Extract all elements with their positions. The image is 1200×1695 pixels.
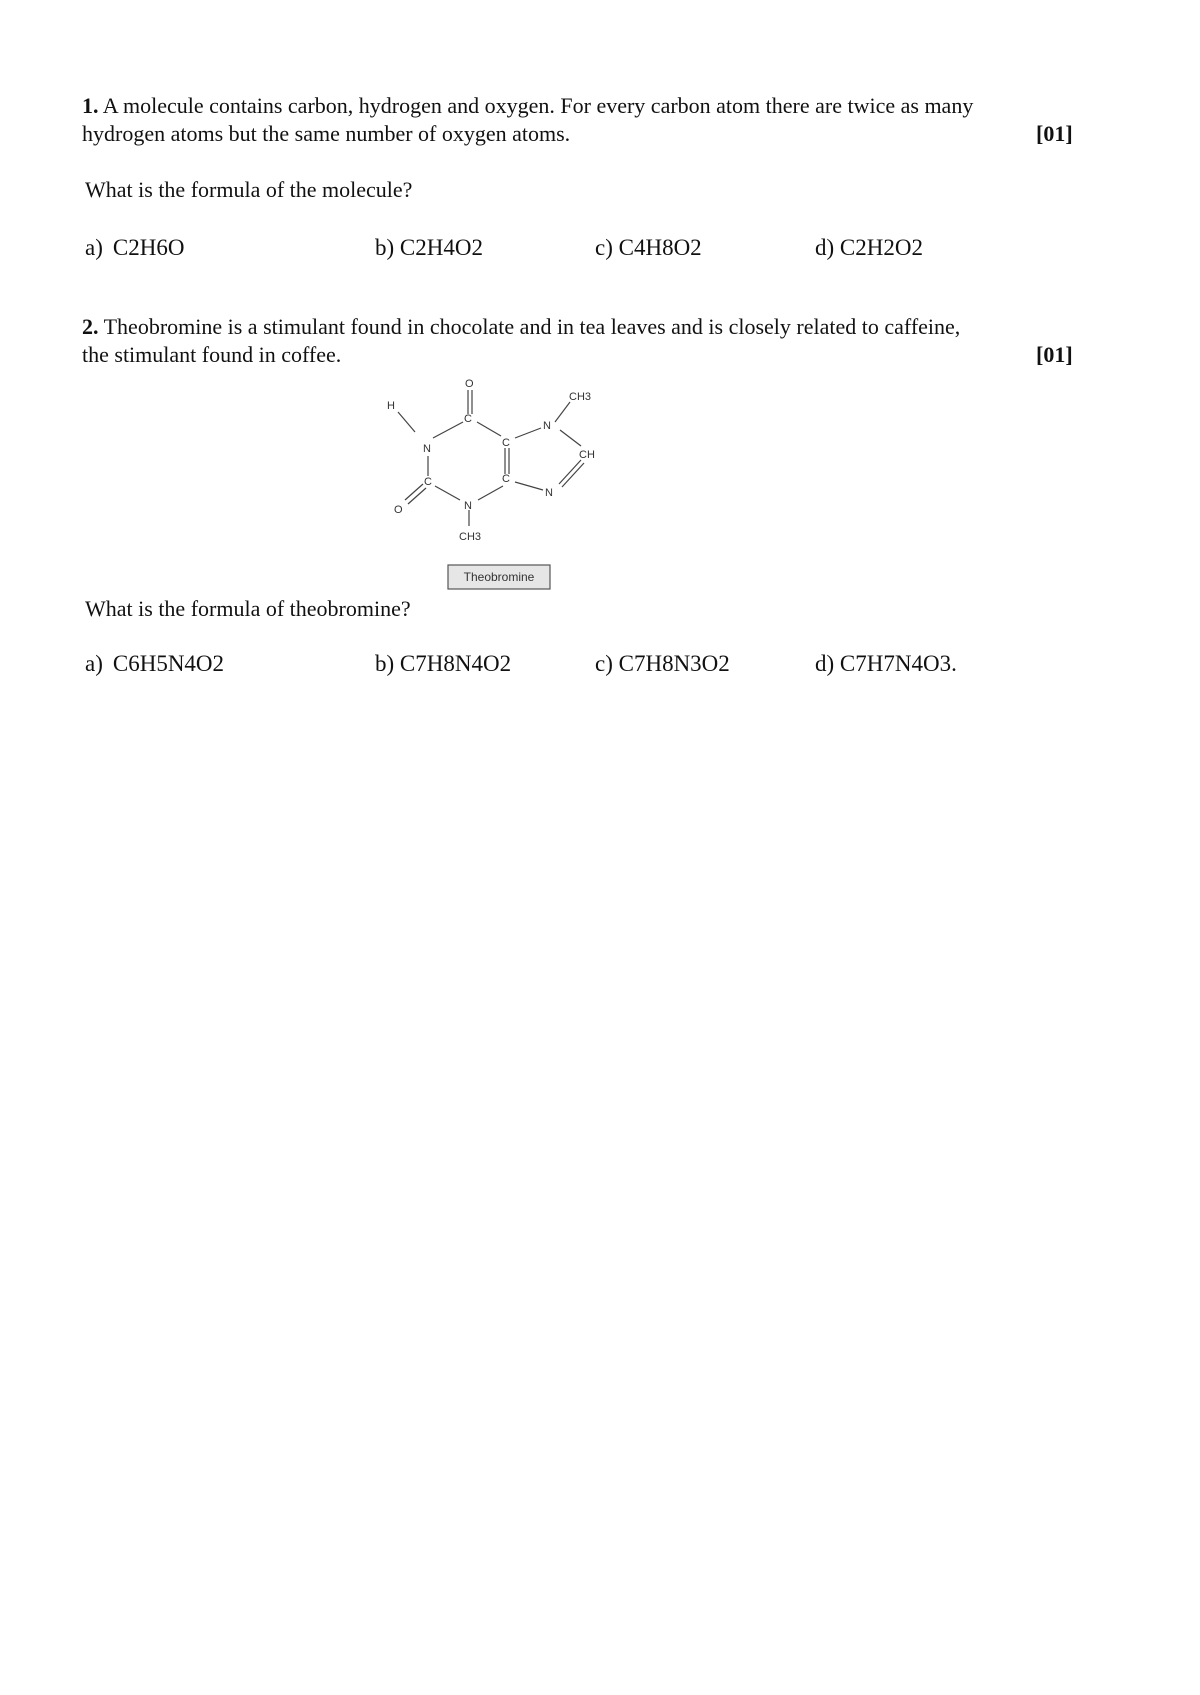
atom-n1: N [423,443,431,455]
atom-h: H [387,400,395,412]
question-1-prompt: What is the formula of the molecule? [85,177,413,202]
question-2-line-2: the stimulant found in coffee. [82,342,342,367]
question-2-option-b[interactable]: b) C7H8N4O2 [375,651,512,676]
question-1-option-d[interactable]: d) C2H2O2 [815,235,923,260]
question-2-marks: [01] [1036,342,1073,367]
atom-c-top: C [464,413,472,425]
question-2-text-1: Theobromine is a stimulant found in chocolate and in tea leaves and is closely related to caffeine, [103,314,961,339]
atom-ch3-bottom: CH3 [459,531,482,543]
question-2-option-c[interactable]: c) C7H8N3O2 [595,651,730,676]
atom-n3: N [464,500,472,512]
question-1-marks: [01] [1036,121,1073,146]
question-1-line-2: hydrogen atoms but the same number of oxygen atoms. [82,121,571,146]
atom-o-top: O [465,378,474,390]
question-1-number: 1. [82,93,99,118]
question-1-text-1: A molecule contains carbon, hydrogen and oxygen. For every carbon atom there are twice as many [102,93,974,118]
question-2-option-d[interactable]: d) C7H7N4O3. [815,651,957,676]
atom-c8: CH [579,449,595,461]
question-2-line-1 [82,313,960,341]
question-1-option-a[interactable]: a) C2H6O [85,235,185,260]
question-1-line-1 [82,92,973,120]
atom-o-left: O [394,504,403,516]
question-1-option-b[interactable]: b) C2H4O2 [375,235,483,260]
question-2-prompt: What is the formula of theobromine? [85,596,411,621]
question-1-option-c[interactable]: c) C4H8O2 [595,235,702,260]
atom-c5: C [502,437,510,449]
theobromine-structure [385,372,625,594]
atom-ch3-top: CH3 [569,391,592,403]
atom-c2: C [424,476,432,488]
question-2-option-a[interactable]: a) C6H5N4O2 [85,651,225,676]
figure-caption: Theobromine [463,570,535,584]
atom-n7: N [543,420,551,432]
question-2-number: 2. [82,314,99,339]
atom-n9: N [545,487,553,499]
atom-c4: C [502,473,510,485]
